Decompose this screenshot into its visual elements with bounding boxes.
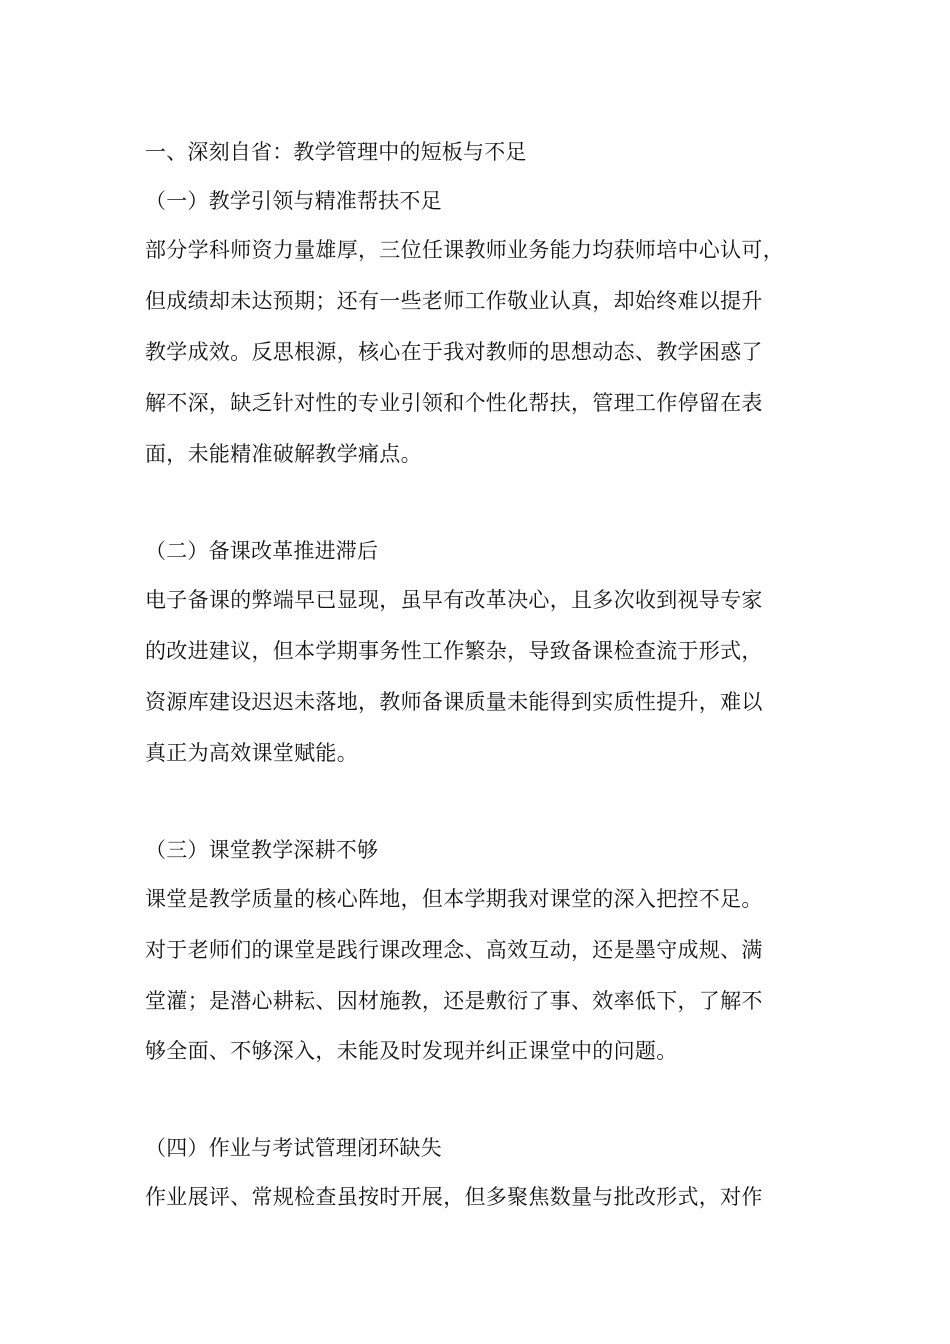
paragraph-line: 对于老师们的课堂是践行课改理念、高效互动，还是墨守成规、满 bbox=[145, 938, 763, 962]
section-title: 一、深刻自省：教学管理中的短板与不足 bbox=[145, 140, 527, 164]
subsection-heading-3: （三）课堂教学深耕不够 bbox=[145, 838, 379, 862]
paragraph-line: 的改进建议，但本学期事务性工作繁杂，导致备课检查流于形式， bbox=[145, 639, 763, 663]
subsection-heading-1: （一）教学引领与精准帮扶不足 bbox=[145, 189, 442, 213]
paragraph-line: 解不深，缺乏针对性的专业引领和个性化帮扶，管理工作停留在表 bbox=[145, 391, 763, 415]
paragraph-line: 课堂是教学质量的核心阵地，但本学期我对课堂的深入把控不足。 bbox=[145, 887, 763, 911]
subsection-heading-2: （二）备课改革推进滞后 bbox=[145, 539, 379, 563]
paragraph-line: 真正为高效课堂赋能。 bbox=[145, 741, 358, 765]
paragraph-line: 但成绩却未达预期；还有一些老师工作敬业认真，却始终难以提升 bbox=[145, 289, 763, 313]
paragraph-line: 面，未能精准破解教学痛点。 bbox=[145, 442, 422, 466]
paragraph-line: 作业展评、常规检查虽按时开展，但多聚焦数量与批改形式，对作 bbox=[145, 1185, 763, 1209]
paragraph-line: 够全面、不够深入，未能及时发现并纠正课堂中的问题。 bbox=[145, 1039, 678, 1063]
paragraph-line: 电子备课的弊端早已显现，虽早有改革决心，且多次收到视导专家 bbox=[145, 588, 763, 612]
paragraph-line: 堂灌；是潜心耕耘、因材施教，还是敷衍了事、效率低下，了解不 bbox=[145, 989, 763, 1013]
paragraph-line: 教学成效。反思根源，核心在于我对教师的思想动态、教学困惑了 bbox=[145, 340, 763, 364]
paragraph-line: 部分学科师资力量雄厚，三位任课教师业务能力均获师培中心认可， bbox=[145, 238, 784, 262]
paragraph-line: 资源库建设迟迟未落地，教师备课质量未能得到实质性提升，难以 bbox=[145, 690, 763, 714]
subsection-heading-4: （四）作业与考试管理闭环缺失 bbox=[145, 1136, 442, 1160]
